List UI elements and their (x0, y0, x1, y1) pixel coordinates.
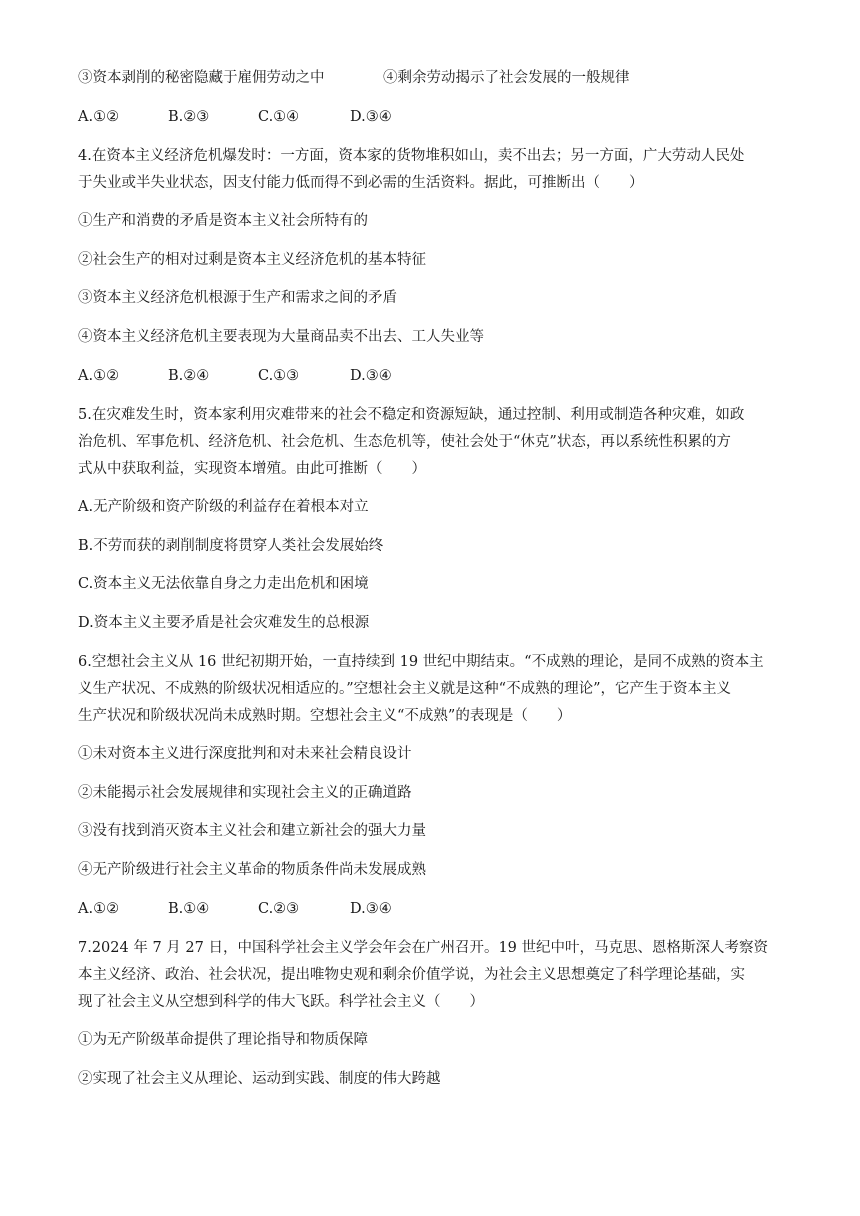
q4-option-b: B.②④ (168, 368, 210, 384)
q6-stem-line-2: 义生产状况、不成熟的阶级状况相适应的。”空想社会主义就是这种“不成熟的理论”，它产生于资本主义 (78, 681, 731, 697)
q6-item-2: ②未能揭示社会发展规律和实现社会主义的正确道路 (78, 785, 412, 801)
q7-item-2: ②实现了社会主义从理论、运动到实践、制度的伟大跨越 (78, 1071, 441, 1087)
q4-item-1: ①生产和消费的矛盾是资本主义社会所特有的 (78, 213, 368, 229)
q5-choice-b: B.不劳而获的剥削制度将贯穿人类社会发展始终 (78, 538, 384, 554)
q6-option-c: C.②③ (258, 901, 300, 917)
q6-item-4: ④无产阶级进行社会主义革命的物质条件尚未发展成熟 (78, 862, 426, 878)
q6-item-3: ③没有找到消灭资本主义社会和建立新社会的强大力量 (78, 823, 426, 839)
q3-option-d: D.③④ (350, 109, 392, 125)
q3-option-b: B.②③ (168, 109, 210, 125)
q7-item-1: ①为无产阶级革命提供了理论指导和物质保障 (78, 1032, 368, 1048)
q5-choice-d: D.资本主义主要矛盾是社会灾难发生的总根源 (78, 615, 370, 631)
q4-option-a: A.①② (78, 368, 120, 384)
q4-item-4: ④资本主义经济危机主要表现为大量商品卖不出去、工人失业等 (78, 329, 484, 345)
q3-item-4: ④剩余劳动揭示了社会发展的一般规律 (383, 70, 630, 86)
q4-stem-line-1: 4.在资本主义经济危机爆发时：一方面，资本家的货物堆积如山，卖不出去；另一方面，广大劳动人民处 (78, 148, 745, 164)
q4-item-3: ③资本主义经济危机根源于生产和需求之间的矛盾 (78, 290, 397, 306)
q6-option-a: A.①② (78, 901, 120, 917)
q6-option-b: B.①④ (168, 901, 210, 917)
q4-item-2: ②社会生产的相对过剩是资本主义经济危机的基本特征 (78, 252, 426, 268)
q7-stem-line-2: 本主义经济、政治、社会状况，提出唯物史观和剩余价值学说，为社会主义思想奠定了科学理论基础，实 (78, 967, 745, 983)
q5-stem-line-3: 式从中获取利益，实现资本增殖。由此可推断（ ） (78, 461, 426, 477)
q6-item-1: ①未对资本主义进行深度批判和对未来社会精良设计 (78, 746, 412, 762)
q7-stem-line-1: 7.2024 年 7 月 27 日，中国科学社会主义学会年会在广州召开。19 世纪中叶，马克思、恩格斯深人考察资 (78, 940, 769, 956)
q5-choice-c: C.资本主义无法依靠自身之力走出危机和困境 (78, 576, 369, 592)
q5-stem-line-1: 5.在灾难发生时，资本家利用灾难带来的社会不稳定和资源短缺，通过控制、利用或制造各种灾难，如政 (78, 407, 745, 423)
q5-choice-a: A.无产阶级和资产阶级的利益存在着根本对立 (78, 499, 369, 515)
q3-option-c: C.①④ (258, 109, 300, 125)
q3-option-a: A.①② (78, 109, 120, 125)
q7-stem-line-3: 现了社会主义从空想到科学的伟大飞跃。科学社会主义（ ） (78, 994, 484, 1010)
q6-stem-line-1: 6.空想社会主义从 16 世纪初期开始，一直持续到 19 世纪中期结束。“不成熟的理论，是同不成熟的资本主 (78, 654, 764, 670)
q6-stem-line-3: 生产状况和阶级状况尚未成熟时期。空想社会主义“不成熟”的表现是（ ） (78, 708, 572, 724)
q5-stem-line-2: 治危机、军事危机、经济危机、社会危机、生态危机等，使社会处于“休克”状态，再以系统性积累的方 (78, 434, 731, 450)
q6-option-d: D.③④ (350, 901, 392, 917)
q3-item-3: ③资本剥削的秘密隐藏于雇佣劳动之中 (78, 70, 325, 86)
q4-stem-line-2: 于失业或半失业状态，因支付能力低而得不到必需的生活资料。据此，可推断出（ ） (78, 175, 644, 191)
q4-option-c: C.①③ (258, 368, 300, 384)
q4-option-d: D.③④ (350, 368, 392, 384)
